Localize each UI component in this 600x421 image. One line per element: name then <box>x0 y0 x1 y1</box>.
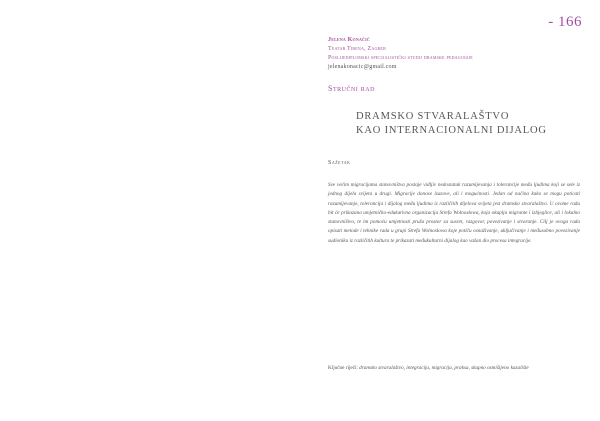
paper-type: Stručni rad <box>328 84 375 93</box>
abstract-heading: Sažetak <box>328 160 351 166</box>
paper-title <box>356 110 576 138</box>
abstract-text: Sve većim migracijama stanovništva postaje vidljiv nedostatak razumijevanja i tolerancije među ljudima koji se sele iz jednog dijela svijeta u drugi. Migracije donose izazove, ali i mogućnosti. Jedan od načina kako se mogu poticati razumijevanje, tolerancija i dijalog među ljudima iz različitih dijelova svijeta jest dramsko stvaralaštvo. U ovome radu bit će prikazana umjetničko-edukativna organizacija Strefa Wolnosłowa, koja okuplja migrante i izbjeglice, ali i lokalno stanovništvo, te im pomoću umjetnosti pruža prostor za susret, razgovor, povezivanje i stvaranje. Cilj je ovoga rada opisati metode i tehnike rada u grupi Strefa Wolnosłowa koje potiču osnaživanje, uključivanje i međusobno povezivanje sudionika iz različitih kultura te prikazati međukulturni dijalog kao važan dio procesa integracije. <box>328 182 580 244</box>
author-program: Poslijediplomski specijalistički studij dramske pedagogije <box>328 55 473 61</box>
keywords <box>328 364 580 373</box>
keywords-label: Ključne riječi: <box>328 365 358 371</box>
page-number: - 166 <box>548 14 582 30</box>
keywords-value: dramsko stvaralaštvo, integracija, migracija, praksa, skupno osmišljeno kazalište <box>359 365 529 371</box>
author-email: jelenakonacic@gmail.com <box>328 64 397 70</box>
author-block <box>328 36 578 72</box>
title-line-2: KAO INTERNACIONALNI DIJALOG <box>356 125 547 136</box>
title-line-1: DRAMSKO STVARALAŠTVO <box>356 111 510 122</box>
author-affiliation: Teatar Tirena, Zagreb <box>328 46 386 52</box>
author-name: Jelena Konačić <box>328 37 370 43</box>
